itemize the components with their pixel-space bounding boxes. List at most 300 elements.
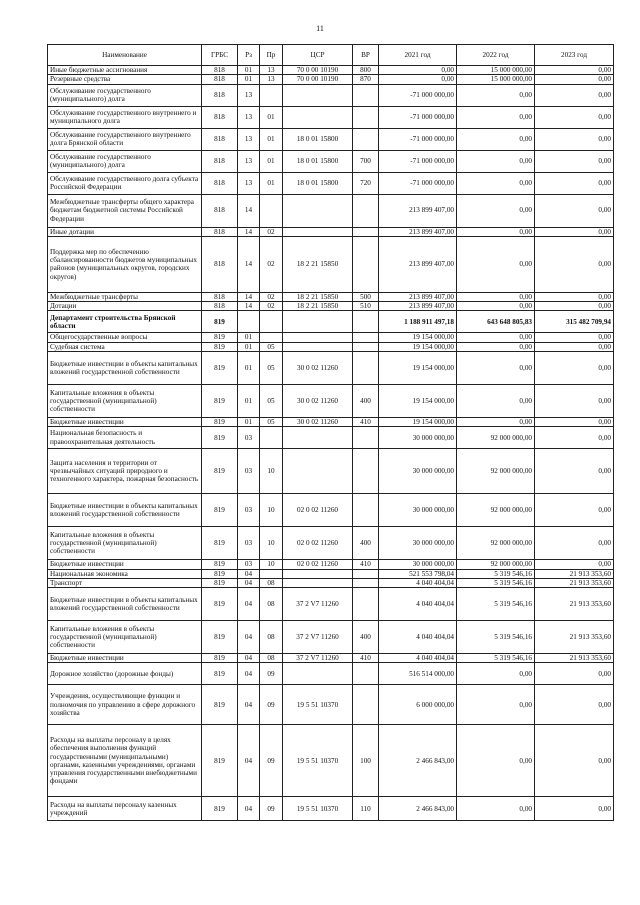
cell-name: Транспорт [48,578,202,587]
cell-csr: 18 0 01 15800 [283,172,353,194]
cell-2022: 0,00 [457,236,535,292]
cell-grbs: 819 [202,578,238,587]
cell-2021: 0,00 [379,75,457,84]
cell-rz: 03 [238,427,260,449]
cell-vr [353,106,379,128]
table-row [48,128,614,150]
table-row [48,172,614,194]
cell-2021: 1 188 911 497,18 [379,311,457,333]
cell-csr [283,227,353,236]
table-row [48,302,614,311]
cell-2021: 6 000 000,00 [379,685,457,725]
table-row [48,725,614,797]
cell-2023: 0,00 [535,527,614,560]
table-row [48,384,614,417]
cell-2023: 0,00 [535,302,614,311]
cell-grbs: 819 [202,663,238,685]
table-row [48,75,614,84]
budget-table [47,44,614,821]
table-row [48,292,614,301]
cell-2023: 0,00 [535,106,614,128]
cell-vr [353,311,379,333]
cell-pr [260,311,283,333]
cell-rz: 13 [238,84,260,106]
cell-2023: 315 482 709,94 [535,311,614,333]
cell-2022: 0,00 [457,292,535,301]
header-grbs: ГРБС [202,45,238,66]
header-csr: ЦСР [283,45,353,66]
cell-pr: 09 [260,797,283,821]
cell-name: Обслуживание государственного внутреннего долга Брянской области [48,128,202,150]
cell-2022: 15 000 000,00 [457,75,535,84]
cell-name: Иные бюджетные ассигнования [48,66,202,75]
cell-csr: 19 5 51 10370 [283,725,353,797]
table-row [48,797,614,821]
cell-2021: 2 466 843,00 [379,797,457,821]
cell-2023: 0,00 [535,194,614,227]
cell-2023: 0,00 [535,417,614,426]
cell-csr: 02 0 02 11260 [283,560,353,569]
cell-pr: 10 [260,560,283,569]
cell-2023: 21 913 353,60 [535,588,614,621]
cell-vr: 400 [353,621,379,654]
cell-2021: 213 899 407,00 [379,227,457,236]
cell-vr: 510 [353,302,379,311]
cell-grbs: 819 [202,588,238,621]
table-row [48,527,614,560]
cell-2021: 4 040 404,04 [379,654,457,663]
cell-2023: 0,00 [535,725,614,797]
cell-csr: 30 0 02 11260 [283,351,353,384]
cell-2021: 2 466 843,00 [379,725,457,797]
cell-2022: 92 000 000,00 [457,427,535,449]
cell-pr: 09 [260,663,283,685]
cell-2022: 0,00 [457,106,535,128]
table-row [48,494,614,527]
cell-csr: 37 2 V7 11260 [283,588,353,621]
table-row [48,236,614,292]
cell-csr [283,427,353,449]
cell-rz: 14 [238,302,260,311]
cell-csr: 70 0 00 10190 [283,75,353,84]
table-row [48,351,614,384]
cell-pr: 09 [260,685,283,725]
cell-2023: 21 913 353,60 [535,578,614,587]
cell-2022: 0,00 [457,333,535,342]
cell-name: Департамент строительства Брянской области [48,311,202,333]
cell-2021: 4 040 404,04 [379,621,457,654]
cell-vr [353,427,379,449]
cell-2022: 5 319 546,16 [457,654,535,663]
cell-rz: 04 [238,797,260,821]
cell-rz [238,311,260,333]
cell-2022: 0,00 [457,172,535,194]
cell-vr [353,342,379,351]
cell-rz: 13 [238,106,260,128]
cell-vr: 400 [353,527,379,560]
cell-pr: 08 [260,588,283,621]
cell-rz: 03 [238,449,260,494]
cell-name: Бюджетные инвестиции в объекты капитальных вложений государственной собственности [48,588,202,621]
cell-2021: 30 000 000,00 [379,427,457,449]
header-vr: ВР [353,45,379,66]
table-row [48,569,614,578]
cell-2022: 0,00 [457,227,535,236]
cell-2023: 0,00 [535,427,614,449]
cell-rz: 01 [238,351,260,384]
cell-name: Капитальные вложения в объекты государственной (муниципальной) собственности [48,621,202,654]
cell-2021: 4 040 404,04 [379,578,457,587]
cell-vr [353,494,379,527]
table-header-row [48,45,614,66]
cell-grbs: 819 [202,494,238,527]
cell-pr: 05 [260,342,283,351]
cell-2021: 213 899 407,00 [379,302,457,311]
header-pr: Пр [260,45,283,66]
table-row [48,342,614,351]
cell-csr [283,449,353,494]
cell-2023: 0,00 [535,172,614,194]
cell-csr [283,84,353,106]
cell-2022: 5 319 546,16 [457,569,535,578]
cell-rz: 04 [238,663,260,685]
cell-csr: 18 2 21 15850 [283,302,353,311]
cell-name: Дотации [48,302,202,311]
cell-vr [353,351,379,384]
cell-vr [353,569,379,578]
cell-2022: 5 319 546,16 [457,588,535,621]
cell-name: Обслуживание государственного (муниципального) долга [48,84,202,106]
cell-name: Бюджетные инвестиции [48,560,202,569]
cell-grbs: 819 [202,384,238,417]
cell-rz: 01 [238,417,260,426]
cell-2023: 0,00 [535,333,614,342]
cell-rz: 13 [238,150,260,172]
cell-vr: 110 [353,797,379,821]
cell-2023: 0,00 [535,449,614,494]
cell-rz: 01 [238,333,260,342]
cell-2022: 0,00 [457,302,535,311]
cell-2021: -71 000 000,00 [379,172,457,194]
cell-name: Судебная система [48,342,202,351]
cell-rz: 04 [238,654,260,663]
table-row [48,150,614,172]
cell-grbs: 819 [202,725,238,797]
cell-rz: 14 [238,194,260,227]
cell-rz: 03 [238,494,260,527]
cell-csr: 37 2 V7 11260 [283,654,353,663]
cell-pr [260,333,283,342]
cell-2023: 0,00 [535,797,614,821]
cell-grbs: 819 [202,427,238,449]
cell-vr [353,588,379,621]
cell-2021: 4 040 404,04 [379,588,457,621]
cell-2023: 0,00 [535,66,614,75]
cell-2022: 0,00 [457,84,535,106]
cell-2023: 0,00 [535,342,614,351]
cell-name: Национальная экономика [48,569,202,578]
cell-vr [353,449,379,494]
cell-csr [283,194,353,227]
cell-grbs: 819 [202,342,238,351]
cell-rz: 01 [238,342,260,351]
cell-pr: 01 [260,150,283,172]
cell-2022: 92 000 000,00 [457,494,535,527]
cell-pr: 02 [260,227,283,236]
table-row [48,560,614,569]
cell-2021: 521 553 798,04 [379,569,457,578]
cell-vr [353,685,379,725]
cell-2023: 0,00 [535,84,614,106]
cell-2021: 30 000 000,00 [379,527,457,560]
cell-rz: 04 [238,578,260,587]
cell-rz: 04 [238,588,260,621]
cell-name: Обслуживание государственного (муниципального) долга [48,150,202,172]
cell-pr: 05 [260,417,283,426]
cell-csr: 37 2 V7 11260 [283,621,353,654]
cell-rz: 04 [238,685,260,725]
cell-rz: 14 [238,292,260,301]
cell-grbs: 818 [202,128,238,150]
cell-2023: 0,00 [535,150,614,172]
cell-vr: 800 [353,66,379,75]
cell-grbs: 819 [202,797,238,821]
cell-pr: 05 [260,384,283,417]
cell-pr: 02 [260,292,283,301]
cell-2022: 0,00 [457,663,535,685]
cell-2023: 21 913 353,60 [535,654,614,663]
table-row [48,194,614,227]
cell-grbs: 819 [202,333,238,342]
cell-grbs: 818 [202,172,238,194]
cell-rz: 13 [238,172,260,194]
cell-vr [353,333,379,342]
cell-rz: 14 [238,236,260,292]
cell-2023: 21 913 353,60 [535,621,614,654]
cell-vr: 100 [353,725,379,797]
cell-csr [283,311,353,333]
cell-2023: 0,00 [535,685,614,725]
cell-2021: 516 514 000,00 [379,663,457,685]
cell-2023: 0,00 [535,494,614,527]
cell-2022: 92 000 000,00 [457,449,535,494]
cell-csr: 30 0 02 11260 [283,384,353,417]
cell-grbs: 819 [202,654,238,663]
table-row [48,427,614,449]
header-2022: 2022 год [457,45,535,66]
cell-vr: 410 [353,560,379,569]
cell-name: Бюджетные инвестиции [48,417,202,426]
cell-pr: 02 [260,236,283,292]
cell-csr: 19 5 51 10370 [283,685,353,725]
cell-name: Учреждения, осуществляющие функции и полномочия по управлению в сфере дорожного хозяйства [48,685,202,725]
cell-2022: 0,00 [457,685,535,725]
cell-2022: 643 648 805,83 [457,311,535,333]
cell-grbs: 819 [202,351,238,384]
cell-csr: 18 0 01 15800 [283,128,353,150]
cell-2021: 19 154 000,00 [379,417,457,426]
cell-pr: 13 [260,66,283,75]
cell-2022: 0,00 [457,384,535,417]
cell-vr: 870 [353,75,379,84]
cell-rz: 04 [238,621,260,654]
cell-vr [353,236,379,292]
header-2021: 2021 год [379,45,457,66]
cell-2021: 213 899 407,00 [379,194,457,227]
cell-pr [260,84,283,106]
cell-vr [353,128,379,150]
cell-pr: 10 [260,494,283,527]
cell-csr: 18 0 01 15800 [283,150,353,172]
cell-rz: 04 [238,725,260,797]
cell-grbs: 818 [202,236,238,292]
cell-pr: 10 [260,449,283,494]
cell-grbs: 818 [202,75,238,84]
cell-2022: 0,00 [457,417,535,426]
cell-csr: 18 2 21 15850 [283,236,353,292]
cell-2023: 0,00 [535,227,614,236]
cell-name: Расходы на выплаты персоналу в целях обеспечения выполнения функций государственными (муниципальными) органами, казенными учреждениями, органами управления государственными внебюджетными фондами [48,725,202,797]
cell-pr: 10 [260,527,283,560]
cell-grbs: 818 [202,194,238,227]
cell-pr: 01 [260,128,283,150]
cell-vr: 410 [353,654,379,663]
cell-csr: 70 0 00 10190 [283,66,353,75]
cell-name: Общегосударственные вопросы [48,333,202,342]
cell-2021: 19 154 000,00 [379,384,457,417]
cell-grbs: 819 [202,527,238,560]
cell-2022: 0,00 [457,351,535,384]
cell-2022: 0,00 [457,194,535,227]
cell-vr [353,663,379,685]
cell-name: Иные дотации [48,227,202,236]
cell-rz: 14 [238,227,260,236]
cell-vr: 500 [353,292,379,301]
cell-2021: -71 000 000,00 [379,150,457,172]
cell-vr: 400 [353,384,379,417]
cell-csr: 02 0 02 11260 [283,494,353,527]
cell-pr: 13 [260,75,283,84]
cell-grbs: 819 [202,621,238,654]
table-row [48,84,614,106]
cell-pr: 09 [260,725,283,797]
cell-csr [283,663,353,685]
cell-vr [353,194,379,227]
cell-grbs: 819 [202,569,238,578]
cell-vr: 720 [353,172,379,194]
table-row [48,417,614,426]
cell-name: Бюджетные инвестиции в объекты капитальных вложений государственной собственности [48,494,202,527]
cell-2021: -71 000 000,00 [379,84,457,106]
cell-vr [353,84,379,106]
cell-rz: 03 [238,560,260,569]
cell-2021: 30 000 000,00 [379,494,457,527]
cell-csr [283,106,353,128]
cell-name: Капитальные вложения в объекты государственной (муниципальной) собственности [48,527,202,560]
cell-2021: 213 899 407,00 [379,292,457,301]
cell-2022: 15 000 000,00 [457,66,535,75]
cell-pr: 08 [260,621,283,654]
cell-vr [353,227,379,236]
cell-rz: 04 [238,569,260,578]
cell-name: Поддержка мер по обеспечению сбалансированности бюджетов муниципальных районов (муниципальных округов, городских округов) [48,236,202,292]
cell-pr: 01 [260,172,283,194]
cell-pr [260,427,283,449]
cell-pr [260,569,283,578]
cell-grbs: 818 [202,302,238,311]
cell-2021: 19 154 000,00 [379,333,457,342]
header-rz: Рз [238,45,260,66]
table-row [48,621,614,654]
table-row [48,66,614,75]
cell-grbs: 818 [202,227,238,236]
cell-name: Расходы на выплаты персоналу казенных учреждений [48,797,202,821]
cell-grbs: 818 [202,106,238,128]
cell-name: Бюджетные инвестиции [48,654,202,663]
cell-csr [283,578,353,587]
cell-name: Защита населения и территории от чрезвычайных ситуаций природного и техногенного характера, пожарная безопасность [48,449,202,494]
header-2023: 2023 год [535,45,614,66]
cell-csr: 18 2 21 15850 [283,292,353,301]
cell-grbs: 819 [202,311,238,333]
cell-2022: 0,00 [457,797,535,821]
cell-vr: 410 [353,417,379,426]
cell-csr [283,333,353,342]
cell-2023: 0,00 [535,128,614,150]
cell-grbs: 818 [202,84,238,106]
cell-2022: 0,00 [457,150,535,172]
table-row [48,578,614,587]
cell-rz: 01 [238,384,260,417]
cell-csr: 02 0 02 11260 [283,527,353,560]
cell-2021: 30 000 000,00 [379,449,457,494]
cell-rz: 01 [238,66,260,75]
table-row [48,333,614,342]
cell-2023: 0,00 [535,560,614,569]
cell-csr [283,569,353,578]
cell-2021: -71 000 000,00 [379,106,457,128]
cell-name: Национальная безопасность и правоохранительная деятельность [48,427,202,449]
cell-2023: 0,00 [535,75,614,84]
cell-pr: 08 [260,578,283,587]
cell-grbs: 818 [202,292,238,301]
cell-rz: 03 [238,527,260,560]
cell-2022: 0,00 [457,342,535,351]
cell-2021: 0,00 [379,66,457,75]
cell-grbs: 818 [202,150,238,172]
cell-pr [260,194,283,227]
cell-grbs: 819 [202,560,238,569]
cell-name: Резервные средства [48,75,202,84]
cell-grbs: 819 [202,417,238,426]
cell-2021: 213 899 407,00 [379,236,457,292]
cell-2022: 0,00 [457,725,535,797]
cell-2022: 5 319 546,16 [457,578,535,587]
cell-grbs: 819 [202,449,238,494]
cell-name: Межбюджетные трансферты общего характера бюджетам бюджетной системы Российской Федерации [48,194,202,227]
cell-2022: 0,00 [457,128,535,150]
cell-grbs: 819 [202,685,238,725]
cell-name: Межбюджетные трансферты [48,292,202,301]
cell-2023: 0,00 [535,663,614,685]
cell-name: Дорожное хозяйство (дорожные фонды) [48,663,202,685]
table-row [48,227,614,236]
table-row [48,685,614,725]
cell-2021: 19 154 000,00 [379,351,457,384]
page-number: 11 [316,24,324,33]
cell-2023: 0,00 [535,236,614,292]
cell-csr [283,342,353,351]
